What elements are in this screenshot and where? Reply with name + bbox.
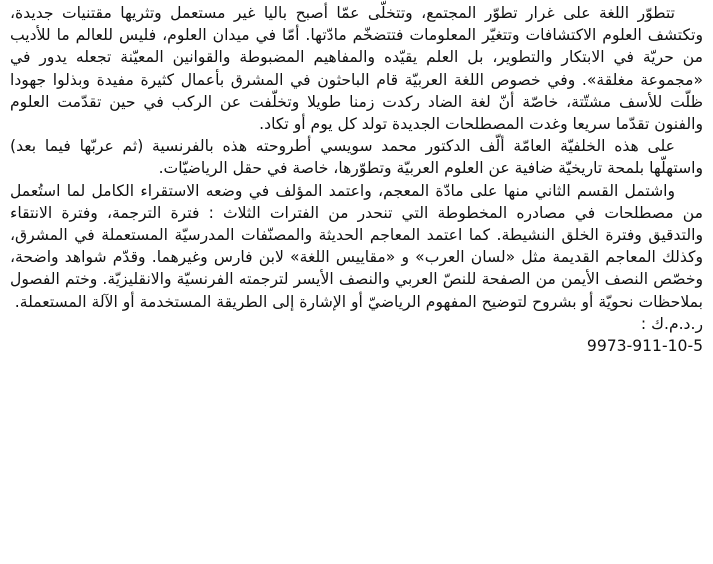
isbn-footer [10, 313, 703, 357]
isbn-number: 9973-911-10-5 [586, 337, 703, 356]
isbn-label: ر.د.م.ك : [640, 314, 703, 333]
body-text [10, 2, 703, 313]
paragraph-1: تتطوّر اللغة على غرار تطوّر المجتمع، وتتخلّى عمّا أصبح باليا غير مستعمل وتثريها مقتنيات جديدة، وتكتشف العلوم الاكتشافات وتتغيّر المعلومات فتتضخّم مادّتها. أمّا في ميدان العلوم، فليس للعالم ما للأديب من حريّة في الابتكار والتطوير، بل العلم يقيّده والمفاهيم المضبوطة والقوانين المعيّنة تجعله يدور في «مجموعة مغلقة». وفي خصوص اللغة العربيّة قام الباحثون في المشرق بأعمال كثيرة مفيدة وبذلوا جهودا ظلّت للأسف مشتّتة، خاصّة أنّ لغة الضاد ركدت زمنا طويلا وتخلّفت عن الركب في حين تقدّمت العلوم والفنون تقدّما سريعا وغدت المصطلحات الجديدة تولد كل يوم أو تكاد. [10, 4, 703, 134]
paragraph-2: على هذه الخلفيّة العامّة ألّف الدكتور محمد سويسي أطروحته هذه بالفرنسية (ثم عربّها فيما بعد) واستهلّها بلمحة تاريخيّة ضافية عن العلوم العربيّة وتطوّرها، خاصة في حقل الرياضيّات. [10, 137, 703, 178]
paragraph-3: واشتمل القسم الثاني منها على مادّة المعجم، واعتمد المؤلف في وضعه الاستقراء الكامل لما استُعمل من مصطلحات في مصادره المخطوطة التي تنحدر من الفترات الثلاث : فترة الترجمة، وفترة الانتقاء والتدقيق وفترة الخلق النشيطة. كما اعتمد المعاجم الحديثة والمصنّفات المدرسيّة المستعملة في المشرق، وكذلك المعاجم القديمة مثل «لسان العرب» و «مقاييس اللغة» لابن فارس وغيرهما. وقدّم شواهد واضحة، وخصّص النصف الأيمن من الصفحة للنصّ العربي والنصف الأيسر لترجمته الفرنسيّة والانقليزيّة. وختم الفصول بملاحظات نحويّة أو بشروح لتوضيح المفهوم الرياضيّ أو الإشارة إلى الطريقة المستخدمة أو الآلة المستعملة. [10, 181, 703, 311]
